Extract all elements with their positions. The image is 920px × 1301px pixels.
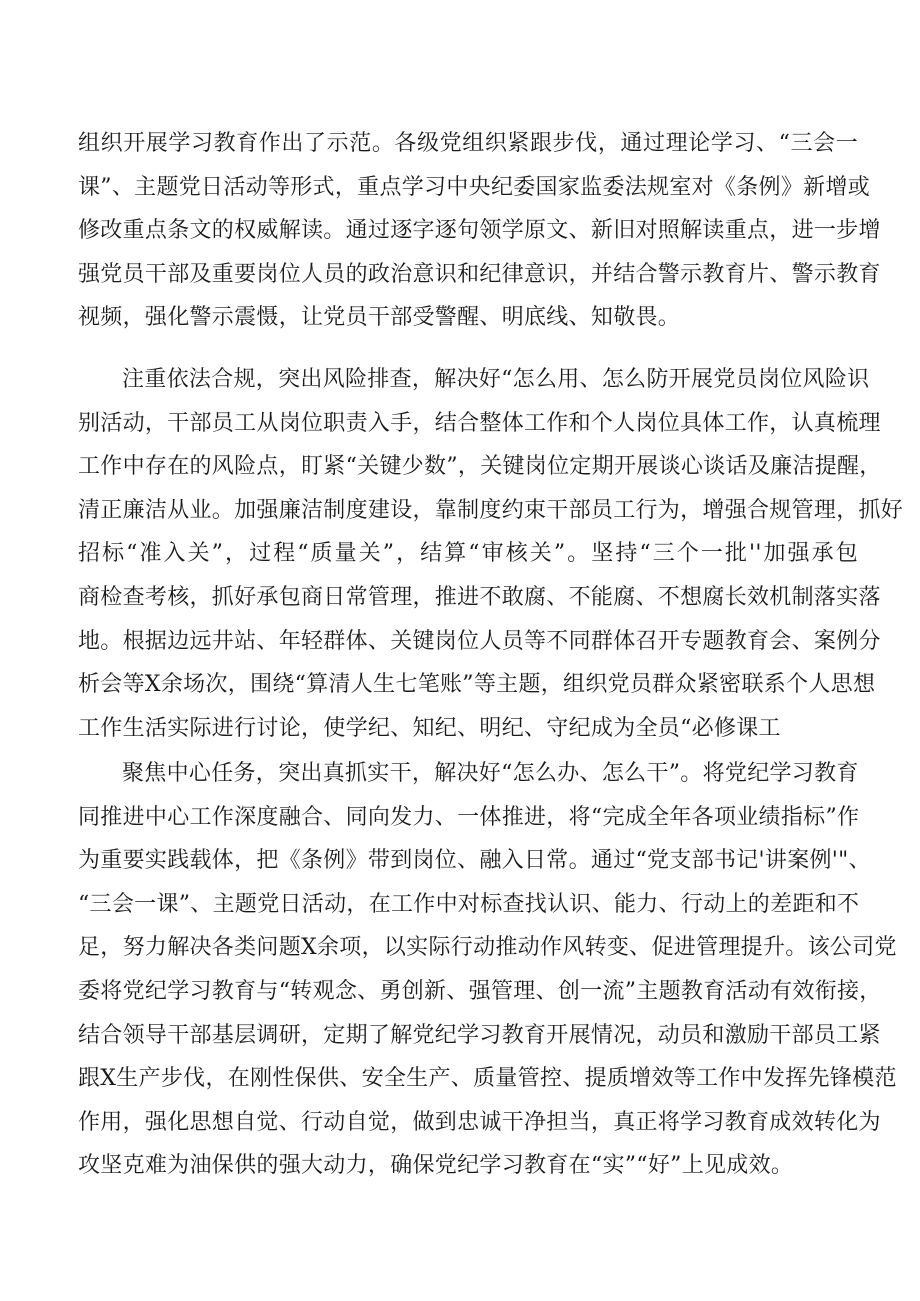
- paragraph-line: 课”、主题党日活动等形式，重点学习中央纪委国家监委法规室对《条例》新增或: [78, 174, 871, 200]
- paragraph-line: 强党员干部及重要岗位人员的政治意识和纪律意识，并结合警示教育片、警示教育: [78, 261, 881, 287]
- paragraph-line: 作用，强化思想自觉、行动自觉，做到忠诚干净担当，真正将学习教育成效转化为: [78, 1109, 881, 1135]
- paragraph-line: 地。根据边远井站、年轻群体、关键岗位人员等不同群体召开专题教育会、案例分: [78, 628, 881, 654]
- paragraph-line: 注重依法合规，突出风险排查，解决好“怎么用、怎么防开展党员岗位风险识: [122, 367, 870, 392]
- paragraph-line: 委将党纪学习教育与“转观念、勇创新、强管理、创一流”主题教育活动有效衔接，: [78, 978, 882, 1004]
- paragraph-line: 视频，强化警示震慑，让党员干部受警醒、明底线、知敬畏。: [78, 305, 681, 331]
- paragraph-line: 工作中存在的风险点，盯紧“关键少数”，关键岗位定期开展谈心谈话及廉洁提醒，: [78, 454, 882, 480]
- paragraph-line: 攻坚克难为油保供的强大动力，确保党纪学习教育在“实”“好”上见成效。: [78, 1153, 794, 1179]
- paragraph-3: [78, 752, 897, 1188]
- paragraph-line: 清正廉洁从业。加强廉洁制度建设，靠制度约束干部员工行为，增强合规管理，抓好: [78, 497, 904, 523]
- paragraph-line: 为重要实践载体，把《条例》带到岗位、融入日常。通过“党支部书记'讲案例'"、: [78, 848, 871, 874]
- paragraph-line: 工作生活实际进行讨论，使学纪、知纪、明纪、守纪成为全员“必修课工: [78, 715, 781, 741]
- paragraph-line: 聚焦中心任务，突出真抓实干，解决好“怎么办、怎么干”。将党纪学习教育: [122, 761, 859, 786]
- paragraph-line: “三会一课”、主题党日活动，在工作中对标查找认识、能力、行动上的差距和不: [78, 891, 860, 917]
- paragraph-line: 商检查考核，抓好承包商日常管理，推进不敢腐、不能腐、不想腐长效机制落实落: [78, 584, 881, 610]
- paragraph-line: 同推进中心工作深度融合、同向发力、一体推进，将“完成全年各项业绩指标”作: [78, 804, 860, 830]
- paragraph-line: 跟X生产步伐，在刚性保供、安全生产、质量管控、提质增效等工作中发挥先锋模范: [78, 1066, 897, 1092]
- paragraph-line: 组织开展学习教育作出了示范。各级党组织紧跟步伐，通过理论学习、“三会一: [78, 131, 858, 156]
- paragraph-line: 招标“准入关”，过程“质量关”，结算“审核关”。坚持“三个一批''加强承包: [78, 541, 858, 567]
- paragraph-line: 别活动，干部员工从岗位职责入手，结合整体工作和个人岗位具体工作，认真梳理: [78, 410, 881, 436]
- paragraph-line: 足，努力解决各类问题X余项，以实际行动推动作风转变、促进管理提升。该公司党: [78, 935, 897, 961]
- paragraph-line: 结合领导干部基层调研，定期了解党纪学习教育开展情况，动员和激励干部员工紧: [78, 1022, 881, 1048]
- paragraph-line: 析会等X余场次，围绕“算清人生七笔账”等主题，组织党员群众紧密联系个人思想: [78, 672, 876, 698]
- paragraph-line: 修改重点条文的权威解读。通过逐字逐句领学原文、新旧对照解读重点，进一步增: [78, 218, 881, 244]
- paragraph-1: [78, 122, 881, 340]
- paragraph-2: [78, 358, 904, 750]
